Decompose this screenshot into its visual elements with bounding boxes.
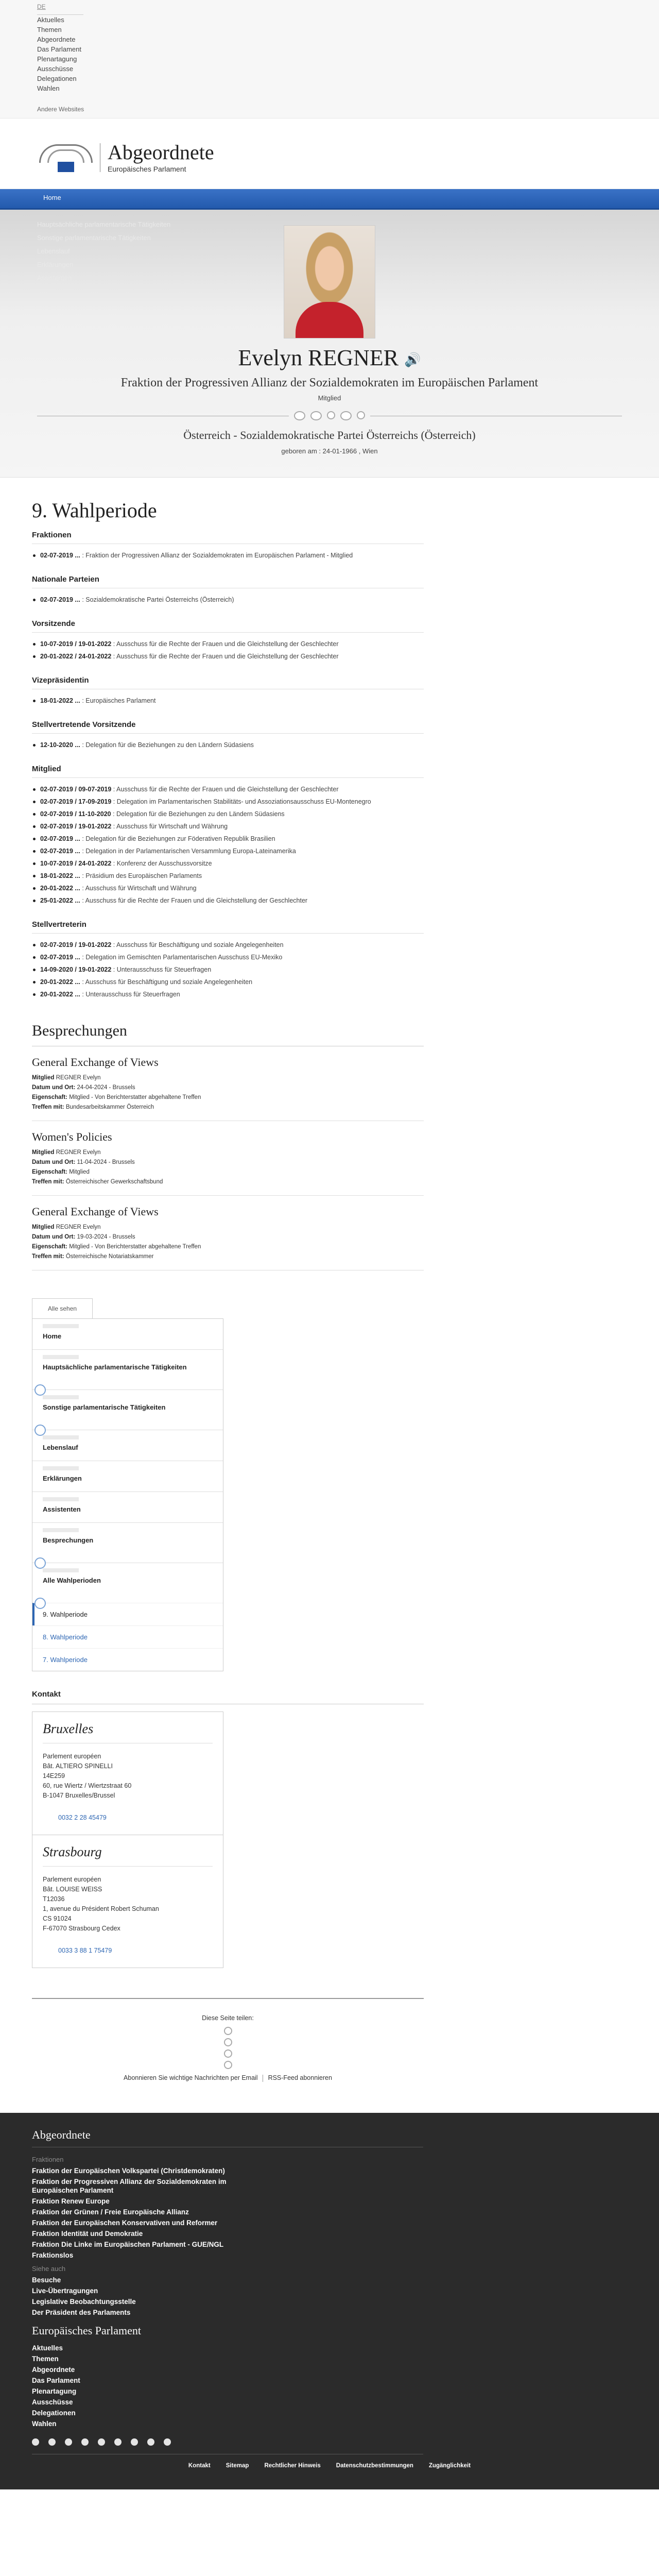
item-text: : Unterausschuss für Steuerfragen	[80, 991, 180, 998]
section-title: Stellvertreterin	[32, 920, 424, 934]
item-date: 18-01-2022 ...	[40, 872, 80, 879]
item-date: 02-07-2019 / 17-09-2019	[40, 798, 112, 805]
side-nav-item[interactable]: Alle Wahlperioden	[32, 1563, 223, 1603]
footer-ep-link[interactable]: Delegationen	[32, 2409, 76, 2417]
meetings-list	[32, 1056, 424, 1270]
meeting-row	[32, 1073, 424, 1083]
top-menu-item[interactable]: Delegationen	[37, 75, 77, 82]
item-date: 02-07-2019 / 19-01-2022	[40, 941, 112, 948]
address-line: B-1047 Bruxelles/Brussel	[43, 1792, 115, 1799]
meeting-row	[32, 1158, 424, 1167]
site-subtitle: Europäisches Parlament	[108, 165, 186, 173]
footer-ep-link[interactable]: Abgeordnete	[32, 2365, 75, 2374]
meeting-value: Mitglied - Von Berichterstatter abgehaltene Treffen	[67, 1244, 201, 1250]
footer-groups-list	[32, 2166, 627, 2260]
contact-title: Kontakt	[32, 1690, 424, 1704]
meeting-row	[32, 1148, 424, 1158]
office-phone-link[interactable]: 0033 3 88 1 75479	[58, 1947, 112, 1954]
footer-see-also-link[interactable]: Live-Übertragungen	[32, 2286, 98, 2295]
mep-last-name: REGNER	[308, 345, 399, 370]
meeting-row	[32, 1232, 424, 1242]
office-address	[43, 1752, 213, 1801]
list-item	[32, 783, 424, 795]
website-icon[interactable]	[310, 411, 322, 420]
section-list	[32, 549, 424, 562]
language-selector[interactable]: DE	[37, 3, 46, 10]
section-title: Mitglied	[32, 765, 424, 778]
term-title: 9. Wahlperiode	[32, 499, 157, 522]
office-card	[32, 1835, 223, 1968]
item-date: 20-01-2022 ...	[40, 978, 80, 986]
section-title: Vorsitzende	[32, 619, 424, 633]
footer-legal-link[interactable]: Rechtlicher Hinweis	[264, 2462, 321, 2469]
address-line: 1, avenue du Président Robert Schuman	[43, 1905, 159, 1912]
mep-profile	[0, 210, 659, 478]
top-menu-item[interactable]: Plenartagung	[37, 55, 77, 63]
footer-ep-title: Europäisches Parlament	[32, 2324, 141, 2337]
meeting-item	[32, 1130, 424, 1196]
section-list	[32, 594, 424, 606]
item-text: : Fraktion der Progressiven Allianz der Sozialdemokraten im Europäischen Parlament - Mitglied	[80, 552, 353, 559]
address-line: CS 91024	[43, 1915, 72, 1922]
top-menu-item[interactable]: Abgeordnete	[37, 36, 76, 43]
list-item	[32, 549, 424, 562]
profile-side-nav	[32, 1318, 223, 1671]
item-date: 02-07-2019 ...	[40, 596, 80, 603]
footer-group-link[interactable]: Fraktion der Grünen / Freie Europäische Allianz	[32, 2208, 189, 2216]
item-date: 02-07-2019 ...	[40, 552, 80, 559]
item-text: : Ausschuss für die Rechte der Frauen und die Gleichstellung der Geschlechter	[111, 653, 339, 660]
side-nav-item[interactable]: Assistenten	[32, 1492, 223, 1522]
pinterest-icon[interactable]	[131, 2438, 138, 2446]
twitter-icon[interactable]	[48, 2438, 56, 2446]
side-nav-item[interactable]: Erklärungen	[32, 1461, 223, 1492]
mep-first-name: Evelyn	[238, 345, 303, 370]
top-utility-bar	[0, 0, 659, 118]
share-facebook-icon[interactable]	[224, 2027, 232, 2035]
list-item	[32, 976, 424, 988]
office-city: Strasbourg	[43, 1844, 213, 1867]
section-list	[32, 783, 424, 907]
ep-logo-icon[interactable]	[37, 142, 95, 173]
item-date: 25-01-2022 ...	[40, 897, 80, 904]
footer-see-also-list	[32, 2276, 627, 2317]
meeting-label: Treffen mit:	[32, 1179, 64, 1185]
ghost-link[interactable]: Assistenten	[37, 274, 72, 282]
section-list	[32, 739, 424, 751]
list-item	[32, 833, 424, 845]
meeting-row	[32, 1083, 424, 1093]
top-menu-item[interactable]: Aktuelles	[37, 16, 64, 24]
list-item	[32, 650, 424, 663]
reddit-icon[interactable]	[164, 2438, 171, 2446]
footer-ep-link[interactable]: Aktuelles	[32, 2344, 63, 2352]
mep-name	[37, 345, 622, 371]
see-all-tab[interactable]: Alle sehen	[32, 1298, 93, 1318]
meetings-title: Besprechungen	[32, 1022, 424, 1046]
footer-legal-link[interactable]: Zugänglichkeit	[428, 2462, 471, 2469]
item-date: 10-07-2019 / 19-01-2022	[40, 640, 112, 648]
item-text: : Delegation im Parlamentarischen Stabilitäts- und Assoziationsausschuss EU-Montenegro	[111, 798, 371, 805]
footer-ep-link[interactable]: Ausschüsse	[32, 2398, 73, 2406]
section-title: Nationale Parteien	[32, 575, 424, 588]
footer-groups-heading: Fraktionen	[32, 2155, 64, 2163]
term-sections	[32, 531, 424, 1001]
expand-circle-icon[interactable]	[34, 1557, 46, 1569]
footer-see-also-link[interactable]: Besuche	[32, 2276, 61, 2284]
meeting-label: Mitglied	[32, 1075, 55, 1081]
meeting-row	[32, 1103, 424, 1112]
list-item	[32, 694, 424, 707]
email-icon[interactable]	[294, 411, 305, 420]
side-nav-item[interactable]: Home	[32, 1319, 223, 1349]
list-item	[32, 857, 424, 870]
meeting-label: Treffen mit:	[32, 1104, 64, 1110]
meeting-label: Datum und Ort:	[32, 1234, 76, 1240]
other-websites-link[interactable]: Andere Websites	[37, 106, 84, 113]
site-footer	[0, 2113, 659, 2489]
expand-circle-icon[interactable]	[34, 1425, 46, 1436]
section-list	[32, 638, 424, 663]
meeting-row	[32, 1223, 424, 1232]
item-text: : Präsidium des Europäischen Parlaments	[80, 872, 202, 879]
top-menu	[37, 15, 622, 93]
youtube-icon[interactable]	[98, 2438, 105, 2446]
item-text: : Delegation für die Beziehungen zu den Ländern Südasiens	[80, 741, 254, 749]
mep-political-group: Fraktion der Progressiven Allianz der Sozialdemokraten im Europäischen Parlament	[120, 376, 539, 389]
instagram-icon[interactable]	[114, 2438, 122, 2446]
footer-group-link[interactable]: Fraktionslos	[32, 2251, 74, 2259]
list-item	[32, 894, 424, 907]
nav-home-link[interactable]: Home	[43, 194, 61, 201]
footer-legal-link[interactable]: Datenschutzbestimmungen	[336, 2462, 413, 2469]
section-list	[32, 939, 424, 1001]
flickr-icon[interactable]	[65, 2438, 72, 2446]
item-text: : Ausschuss für die Rechte der Frauen und die Gleichstellung der Geschlechter	[80, 897, 308, 904]
main-nav	[0, 189, 659, 210]
list-item	[32, 638, 424, 650]
footer-social-icons	[32, 2438, 423, 2454]
contact-offices	[32, 1711, 424, 1968]
mep-birth: geboren am : 24-01-1966 , Wien	[281, 447, 378, 455]
expand-circle-icon[interactable]	[34, 1384, 46, 1396]
item-text: : Ausschuss für die Rechte der Frauen und die Gleichstellung der Geschlechter	[111, 786, 339, 793]
instagram-icon[interactable]	[357, 411, 365, 419]
footer-ep-links	[32, 2344, 627, 2428]
meeting-value: REGNER Evelyn	[54, 1149, 101, 1156]
address-line: F-67070 Strasbourg Cedex	[43, 1925, 120, 1932]
meeting-label: Eigenschaft:	[32, 1094, 68, 1100]
footer-see-also-link[interactable]: Der Präsident des Parlaments	[32, 2308, 131, 2316]
item-text: : Ausschuss für Wirtschaft und Währung	[80, 885, 197, 892]
mep-country-party: Österreich - Sozialdemokratische Partei Österreichs (Österreich)	[183, 429, 476, 442]
top-menu-item[interactable]: Ausschüsse	[37, 65, 74, 73]
office-city: Bruxelles	[43, 1721, 213, 1743]
expand-circle-icon[interactable]	[34, 1598, 46, 1609]
item-date: 14-09-2020 / 19-01-2022	[40, 966, 112, 973]
office-phone-link[interactable]: 0032 2 28 45479	[58, 1814, 107, 1821]
email-subscribe-link[interactable]: Abonnieren Sie wichtige Nachrichten per Email	[124, 2074, 258, 2081]
speaker-icon[interactable]: 🔊	[404, 352, 421, 367]
footer-title: Abgeordnete	[32, 2128, 423, 2147]
footer-ep-link[interactable]: Das Parlament	[32, 2376, 80, 2384]
footer-group-link[interactable]: Fraktion der Progressiven Allianz der Sozialdemokraten im Europäischen Parlament	[32, 2177, 227, 2194]
ghost-link[interactable]: Sonstige parlamentarische Tätigkeiten	[37, 234, 151, 242]
item-text: : Ausschuss für Beschäftigung und soziale Angelegenheiten	[111, 941, 284, 948]
side-nav-item[interactable]: Hauptsächliche parlamentarische Tätigkeiten	[32, 1349, 223, 1389]
item-text: : Delegation für die Beziehungen zu den Ländern Südasiens	[111, 810, 285, 818]
meeting-row	[32, 1093, 424, 1103]
side-nav-item[interactable]: Lebenslauf	[32, 1430, 223, 1461]
footer-ep-link[interactable]: Plenartagung	[32, 2387, 77, 2395]
footer-legal-link[interactable]: Sitemap	[226, 2462, 249, 2469]
meeting-value: REGNER Evelyn	[54, 1224, 101, 1230]
twitter-icon[interactable]	[340, 411, 352, 420]
item-date: 02-07-2019 ...	[40, 954, 80, 961]
facebook-icon[interactable]	[327, 411, 335, 419]
meeting-value: REGNER Evelyn	[54, 1075, 101, 1081]
meeting-value: Österreichischer Gewerkschaftsbund	[64, 1179, 163, 1185]
item-date: 12-10-2020 ...	[40, 741, 80, 749]
footer-legal-link[interactable]: Kontakt	[188, 2462, 211, 2469]
profile-social-row	[37, 411, 622, 420]
item-date: 20-01-2022 ...	[40, 991, 80, 998]
list-item	[32, 951, 424, 963]
item-text: : Europäisches Parlament	[80, 697, 156, 704]
meeting-label: Datum und Ort:	[32, 1159, 76, 1165]
section-title: Vizepräsidentin	[32, 676, 424, 689]
side-nav-item[interactable]: Besprechungen	[32, 1522, 223, 1563]
list-item	[32, 594, 424, 606]
item-text: : Ausschuss für Beschäftigung und soziale Angelegenheiten	[80, 978, 253, 986]
meeting-label: Eigenschaft:	[32, 1169, 68, 1175]
mep-role: Mitglied	[318, 394, 341, 402]
item-text: : Unterausschuss für Steuerfragen	[111, 966, 212, 973]
rss-subscribe-link[interactable]: RSS-Feed abonnieren	[268, 2074, 332, 2081]
meeting-row	[32, 1167, 424, 1177]
ghost-link[interactable]: Erklärungen	[37, 261, 74, 268]
list-item	[32, 988, 424, 1001]
item-date: 02-07-2019 / 09-07-2019	[40, 786, 112, 793]
footer-group-link[interactable]: Fraktion Renew Europe	[32, 2197, 110, 2205]
profile-ghost-links	[37, 218, 222, 285]
meeting-title[interactable]: General Exchange of Views	[32, 1056, 159, 1069]
side-nav-term-link[interactable]: 8. Wahlperiode	[32, 1625, 223, 1648]
footer-ep-link[interactable]: Wahlen	[32, 2419, 57, 2428]
meeting-label: Datum und Ort:	[32, 1084, 76, 1091]
meeting-label: Mitglied	[32, 1224, 55, 1230]
meeting-row	[32, 1252, 424, 1262]
top-menu-item[interactable]: Wahlen	[37, 84, 60, 92]
meeting-value: 19-03-2024 - Brussels	[75, 1234, 135, 1240]
site-header	[0, 118, 659, 189]
meeting-title[interactable]: Women's Policies	[32, 1130, 112, 1143]
office-card	[32, 1711, 223, 1835]
snapchat-icon[interactable]	[147, 2438, 154, 2446]
item-date: 18-01-2022 ...	[40, 697, 80, 704]
list-item	[32, 882, 424, 894]
item-text: : Konferenz der Ausschussvorsitze	[111, 860, 212, 867]
site-title[interactable]: Abgeordnete	[108, 141, 214, 164]
side-nav-term-link[interactable]: 9. Wahlperiode	[32, 1603, 223, 1625]
item-date: 10-07-2019 / 24-01-2022	[40, 860, 112, 867]
share-linkedin-icon[interactable]	[224, 2049, 232, 2058]
ghost-link[interactable]: Hauptsächliche parlamentarische Tätigkeiten	[37, 221, 171, 228]
footer-legal-links	[32, 2454, 627, 2469]
meeting-value: 24-04-2024 - Brussels	[75, 1084, 135, 1091]
meeting-item	[32, 1205, 424, 1270]
ghost-link[interactable]: Lebenslauf	[37, 247, 70, 255]
address-line: T12036	[43, 1895, 65, 1903]
address-line: Parlement européen	[43, 1876, 101, 1883]
meeting-value: 11-04-2024 - Brussels	[75, 1159, 135, 1165]
item-date: 02-07-2019 ...	[40, 835, 80, 842]
linkedin-icon[interactable]	[81, 2438, 89, 2446]
meeting-value: Mitglied - Von Berichterstatter abgehaltene Treffen	[67, 1094, 201, 1100]
item-date: 02-07-2019 / 19-01-2022	[40, 823, 112, 830]
list-item	[32, 739, 424, 751]
list-item	[32, 939, 424, 951]
footer-see-also-link[interactable]: Legislative Beobachtungsstelle	[32, 2297, 136, 2306]
list-item	[32, 808, 424, 820]
item-date: 20-01-2022 ...	[40, 885, 80, 892]
meeting-label: Eigenschaft:	[32, 1244, 68, 1250]
list-item	[32, 795, 424, 808]
item-text: : Delegation in der Parlamentarischen Versammlung Europa-Lateinamerika	[80, 848, 296, 855]
section-title: Fraktionen	[32, 531, 424, 544]
list-item	[32, 963, 424, 976]
item-date: 02-07-2019 ...	[40, 848, 80, 855]
address-line: Bât. LOUISE WEISS	[43, 1886, 102, 1893]
meeting-label: Treffen mit:	[32, 1253, 64, 1260]
facebook-icon[interactable]	[32, 2438, 39, 2446]
section-list	[32, 694, 424, 707]
address-line: Bât. ALTIERO SPINELLI	[43, 1762, 113, 1770]
side-nav-term-link[interactable]: 7. Wahlperiode	[32, 1648, 223, 1671]
mep-photo	[284, 225, 375, 338]
item-text: : Delegation für die Beziehungen zur Föderativen Republik Brasilien	[80, 835, 275, 842]
item-date: 02-07-2019 / 11-10-2020	[40, 810, 111, 818]
footer-group-link[interactable]: Fraktion Die Linke im Europäischen Parlament - GUE/NGL	[32, 2240, 224, 2248]
side-nav-item[interactable]: Sonstige parlamentarische Tätigkeiten	[32, 1389, 223, 1430]
meeting-row	[32, 1177, 424, 1187]
meeting-row	[32, 1242, 424, 1252]
meeting-label: Mitglied	[32, 1149, 55, 1156]
item-text: : Ausschuss für die Rechte der Frauen und die Gleichstellung der Geschlechter	[111, 640, 339, 648]
list-item	[32, 820, 424, 833]
main-content	[0, 478, 456, 2082]
list-item	[32, 845, 424, 857]
footer-group-link[interactable]: Fraktion der Europäischen Volkspartei (Christdemokraten)	[32, 2166, 225, 2175]
share-section	[32, 1999, 424, 2082]
footer-ep-link[interactable]: Themen	[32, 2354, 59, 2363]
meeting-value: Bundesarbeitskammer Österreich	[64, 1104, 154, 1110]
address-line: Parlement européen	[43, 1753, 101, 1760]
top-menu-item[interactable]: Das Parlament	[37, 45, 81, 53]
meeting-value: Mitglied	[67, 1169, 90, 1175]
meeting-item	[32, 1056, 424, 1121]
address-line: 60, rue Wiertz / Wiertzstraat 60	[43, 1782, 132, 1789]
meeting-value: Österreichische Notariatskammer	[64, 1253, 154, 1260]
address-line: 14E259	[43, 1772, 65, 1780]
share-email-icon[interactable]	[224, 2061, 232, 2069]
meeting-title[interactable]: General Exchange of Views	[32, 1205, 159, 1218]
item-date: 20-01-2022 / 24-01-2022	[40, 653, 112, 660]
top-menu-item[interactable]: Themen	[37, 26, 62, 33]
office-address	[43, 1875, 213, 1934]
share-twitter-icon[interactable]	[224, 2038, 232, 2046]
footer-group-link[interactable]: Fraktion der Europäischen Konservativen und Reformer	[32, 2218, 218, 2227]
list-item	[32, 870, 424, 882]
item-text: : Ausschuss für Wirtschaft und Währung	[111, 823, 228, 830]
item-text: : Sozialdemokratische Partei Österreichs (Österreich)	[80, 596, 234, 603]
section-title: Stellvertretende Vorsitzende	[32, 720, 424, 734]
share-label: Diese Seite teilen:	[202, 2014, 254, 2022]
item-text: : Delegation im Gemischten Parlamentarischen Ausschuss EU-Mexiko	[80, 954, 283, 961]
footer-group-link[interactable]: Fraktion Identität und Demokratie	[32, 2229, 143, 2238]
footer-see-also-heading: Siehe auch	[32, 2264, 66, 2273]
